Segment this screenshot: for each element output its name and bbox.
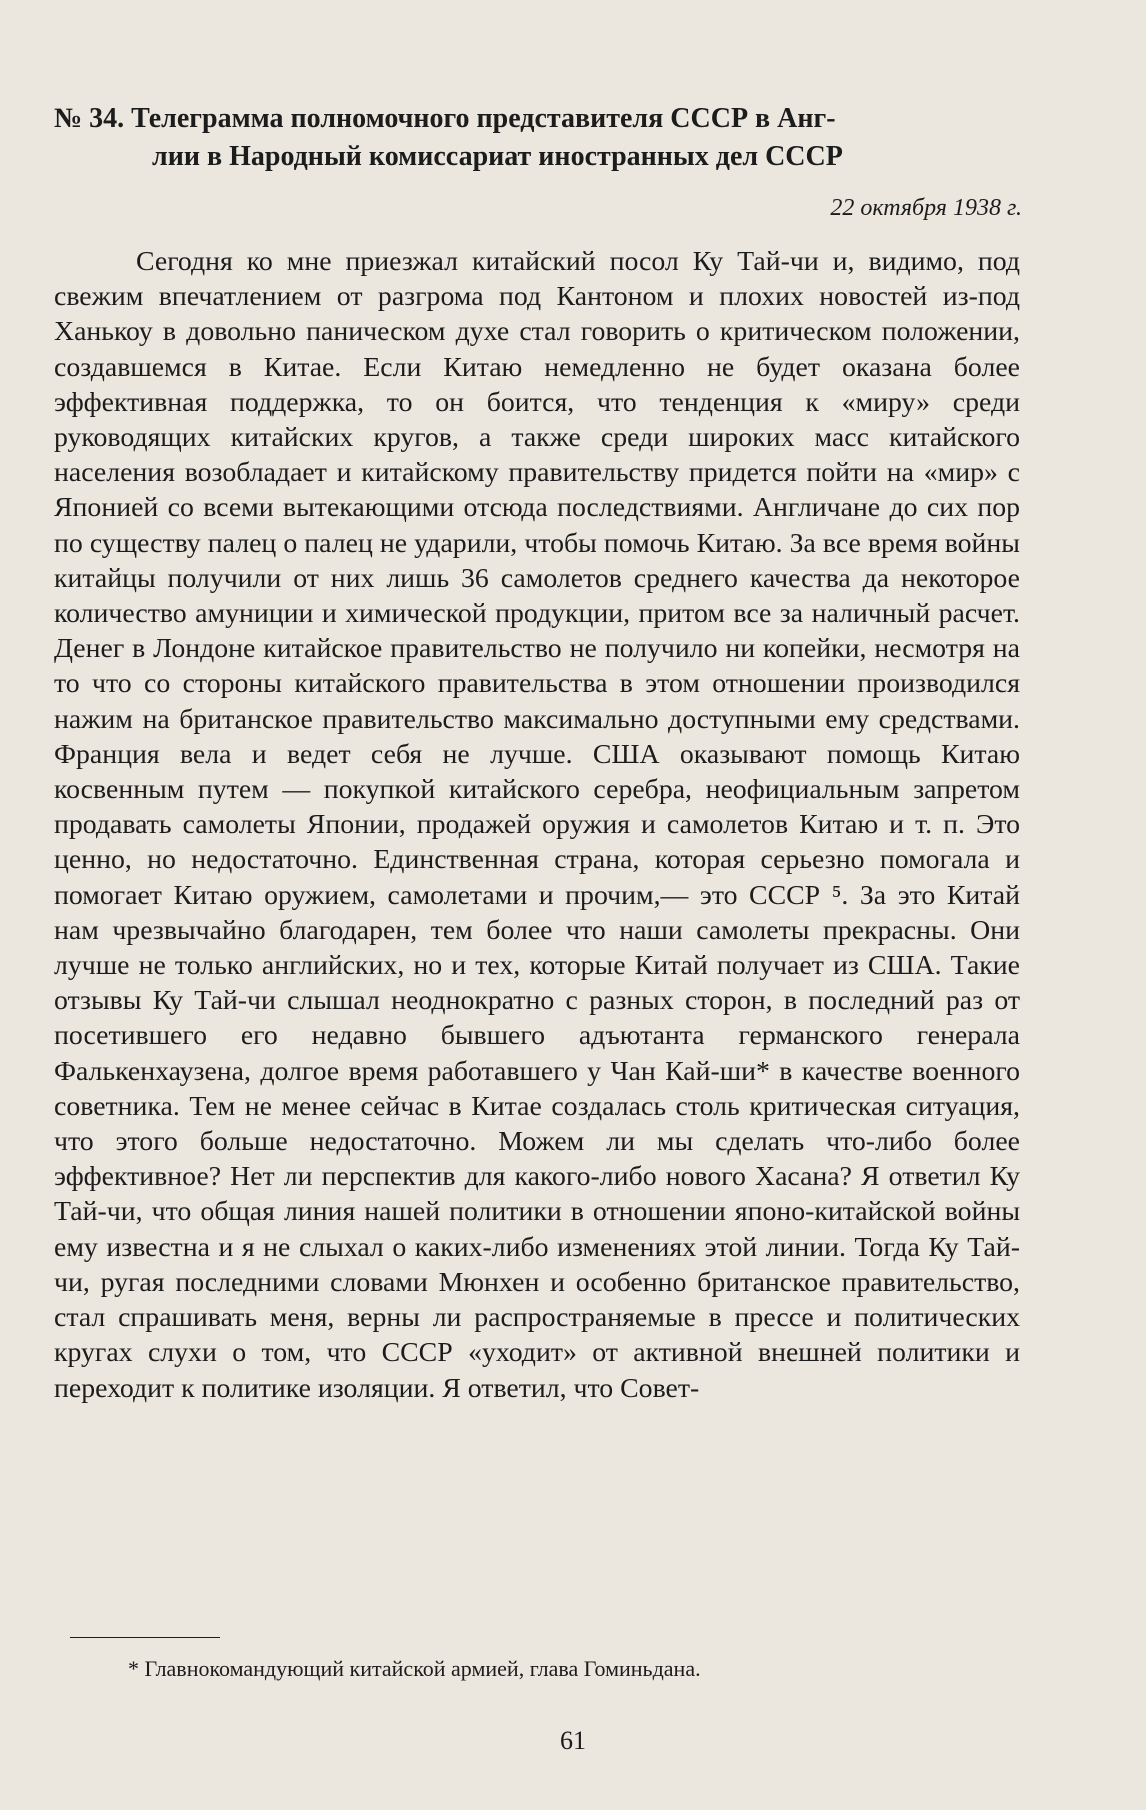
document-heading: [54, 100, 1020, 176]
footnote: * Главнокомандующий китайской армией, глава Гоминьдана.: [128, 1656, 701, 1681]
page-number: 61: [560, 1726, 586, 1755]
heading-line-2: лии в Народный комиссариат иностранных дел СССР: [152, 141, 843, 172]
body-paragraph: Сегодня ко мне приезжал китайский посол Ку Тай-чи и, видимо, под свежим впечатлением от разгрома под Кантоном и плохих новостей из-под Ханькоу в довольно паническом духе стал говорить о критическом положении, создавшемся в Китае. Если Китаю немедленно не будет оказана более эффективная поддержка, то он боится, что тенденция к «миру» среди руководящих китайских кругов, а также среди широких масс китайского населения возобладает и китайскому правительству придется пойти на «мир» с Японией со всеми вытекающими отсюда последствиями. Англичане до сих пор по существу палец о палец не ударили, чтобы помочь Китаю. За все время войны китайцы получили от них лишь 36 самолетов среднего качества да некоторое количество амуниции и химической продукции, притом все за наличный расчет. Денег в Лондоне китайское правительство не получило ни копейки, несмотря на то что со стороны китайского правительства в этом отношении производился нажим на британское правительство максимально доступными ему средствами. Франция вела и ведет себя не лучше. США оказывают помощь Китаю косвенным путем — покупкой китайского серебра, неофициальным запретом продавать самолеты Японии, продажей оружия и самолетов Китаю и т. п. Это ценно, но недостаточно. Единственная страна, которая серьезно помогала и помогает Китаю оружием, самолетами и прочим,— это СССР ⁵. За это Китай нам чрезвычайно благодарен, тем более что наши самолеты прекрасны. Они лучше не только английских, но и тех, которые Китай получает из США. Такие отзывы Ку Тай-чи слышал неоднократно с разных сторон, в последний раз от посетившего его недавно бывшего адъютанта германского генерала Фалькенхаузена, долгое время работавшего у Чан Кай-ши* в качестве военного советника. Тем не менее сейчас в Китае создалась столь критическая ситуация, что этого больше недостаточно. Можем ли мы сделать что-либо более эффективное? Нет ли перспектив для какого-либо нового Хасана? Я ответил Ку Тай-чи, что общая линия нашей политики в отношении японо-китайской войны ему известна и я не слыхал о каких-либо изменениях этой линии. Тогда Ку Тай-чи, ругая последними словами Мюнхен и особенно британское правительство, стал спрашивать меня, верны ли распространяемые в прессе и политических кругах слухи о том, что СССР «уходит» от активной внешней политики и переходит к политике изоляции. Я ответил, что Совет-: [54, 246, 1020, 1404]
document-date: 22 октября 1938 г.: [830, 195, 1022, 221]
heading-line-1: № 34. Телеграмма полномочного представителя СССР в Анг-: [54, 103, 836, 134]
footnote-divider: [70, 1637, 220, 1638]
